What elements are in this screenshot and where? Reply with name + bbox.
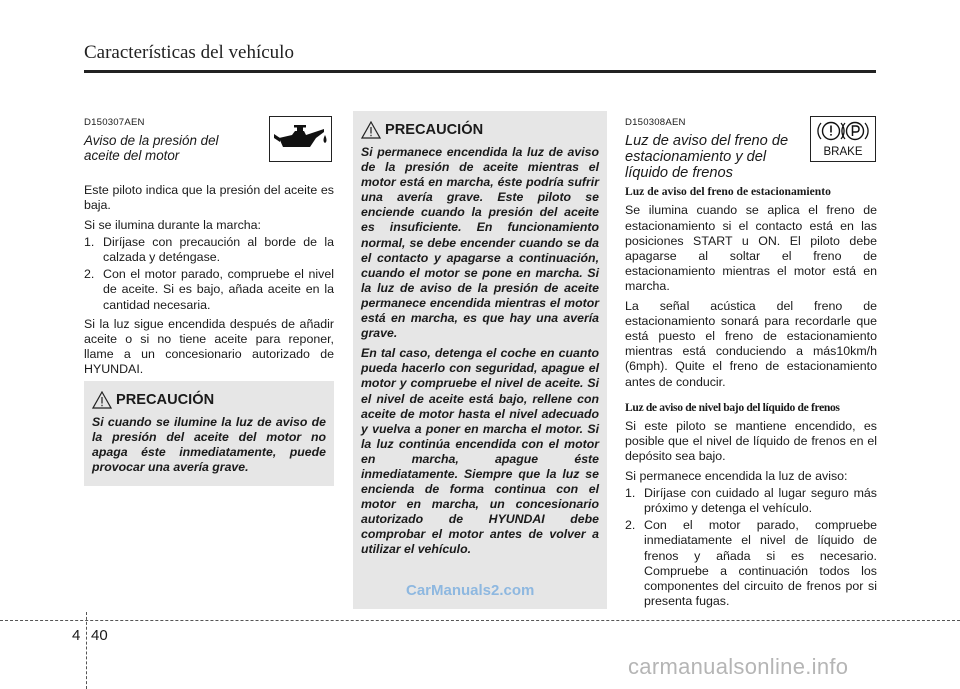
caution-title: PRECAUCIÓN	[116, 392, 215, 408]
brake-warning-icon-box	[810, 116, 876, 162]
page-header-title: Características del vehículo	[84, 42, 294, 63]
caution-text: Si cuando se ilumine la luz de aviso de la presión del aceite del motor no apaga éste inmediatamente, puede provocar una avería grave.	[92, 415, 326, 475]
paragraph: Si este piloto se mantiene encendido, es posible que el nivel de líquido de frenos en el depósito sea bajo.	[625, 419, 877, 464]
paragraph: Si la luz sigue encendida después de añadir aceite o si no tiene aceite para reponer, llame a un concesionario autorizado de HYUNDAI.	[84, 316, 334, 377]
paragraph: Este piloto indica que la presión del aceite es baja.	[84, 183, 334, 213]
list-item: 1. Diríjase con precaución al borde de la calzada y deténgase.	[84, 234, 334, 265]
paragraph: La señal acústica del freno de estacionamiento sonará para recordarle que está puesto el freno de estacionamiento mientras está conduciendo a más10km/h (6mph). Quite el freno de estacionamiento antes de conducir.	[625, 298, 877, 389]
footer-divider	[86, 612, 87, 689]
paragraph: Si permanece encendida la luz de aviso:	[625, 468, 848, 483]
oil-pressure-icon-box	[269, 116, 332, 162]
section-code: D150308AEN	[625, 117, 686, 128]
page-number: 40	[91, 627, 108, 644]
footer-rule	[0, 620, 960, 621]
oil-can-icon	[270, 117, 330, 161]
chapter-number: 4	[72, 627, 81, 644]
paragraph: Se ilumina cuando se aplica el freno de estacionamiento si el contacto está en las posiciones START u ON. El piloto debe apagarse al soltar el freno de estacionamiento mientras el motor está en marcha.	[625, 203, 877, 294]
subheading: Luz de aviso de nivel bajo del líquido de frenos	[625, 400, 840, 414]
caution-paragraph: En tal caso, detenga el coche en cuanto pueda hacerlo con seguridad, apague el motor y compruebe el nivel de aceite. Si el nivel de aceite está bajo, rellene con aceite de motor hasta el nivel adecuado y vuelva a poner en marcha el motor. Si la luz continúa encendida con el motor en marcha, apague éste inmediatamente. Siempre que la luz se encienda de forma continua con el motor en marcha, un concesionario autorizado de HYUNDAI debe comprobar el motor antes de volver a utilizar el vehículo.	[361, 346, 599, 557]
warning-triangle-icon	[92, 391, 112, 409]
instruction-list	[84, 235, 334, 313]
brake-label: BRAKE	[823, 146, 863, 158]
instruction-list	[625, 486, 877, 610]
paragraph: Si se ilumina durante la marcha:	[84, 217, 261, 232]
brake-warning-icon	[811, 117, 875, 161]
section-title: Luz de aviso del freno de estacionamiento y del líquido de frenos	[625, 133, 789, 182]
list-item: 1. Diríjase con cuidado al lugar seguro más próximo y detenga el vehículo.	[625, 485, 877, 516]
caution-title: PRECAUCIÓN	[385, 122, 484, 138]
section-title: Aviso de la presión del aceite del motor	[84, 133, 219, 164]
list-item: 2. Con el motor parado, compruebe inmediatamente el nivel de líquido de frenos y añada si es necesario. Compruebe a continuación todos los componentes del circuito de frenos por si presenta fugas.	[625, 518, 877, 609]
right-column	[625, 115, 877, 609]
caution-paragraph: Si permanece encendida la luz de aviso de la presión de aceite mientras el motor está en marcha, éste podría sufrir una avería grave. Este piloto se enciende cuando la presión del aceite es insuficiente. En funcionamiento normal, se debe encender cuando se da el contacto y apagarse a continuación, cuando el motor se pone en marcha. Si la luz de aviso de la presión de aceite permanece encendida mientras el motor está en marcha, es que hay una avería grave.	[361, 145, 599, 341]
header-rule	[84, 70, 876, 73]
list-item: 2. Con el motor parado, compruebe el nivel de aceite. Si es bajo, añada aceite en la cantidad necesaria.	[84, 267, 334, 312]
middle-caution-box	[353, 111, 607, 609]
footer-watermark: carmanualsonline.info	[628, 654, 849, 679]
watermark: CarManuals2.com	[406, 582, 535, 599]
subheading: Luz de aviso del freno de estacionamiento	[625, 185, 831, 199]
caution-text	[361, 145, 599, 558]
section-code: D150307AEN	[84, 117, 145, 128]
warning-triangle-icon	[361, 121, 381, 139]
left-caution-box	[84, 381, 334, 486]
